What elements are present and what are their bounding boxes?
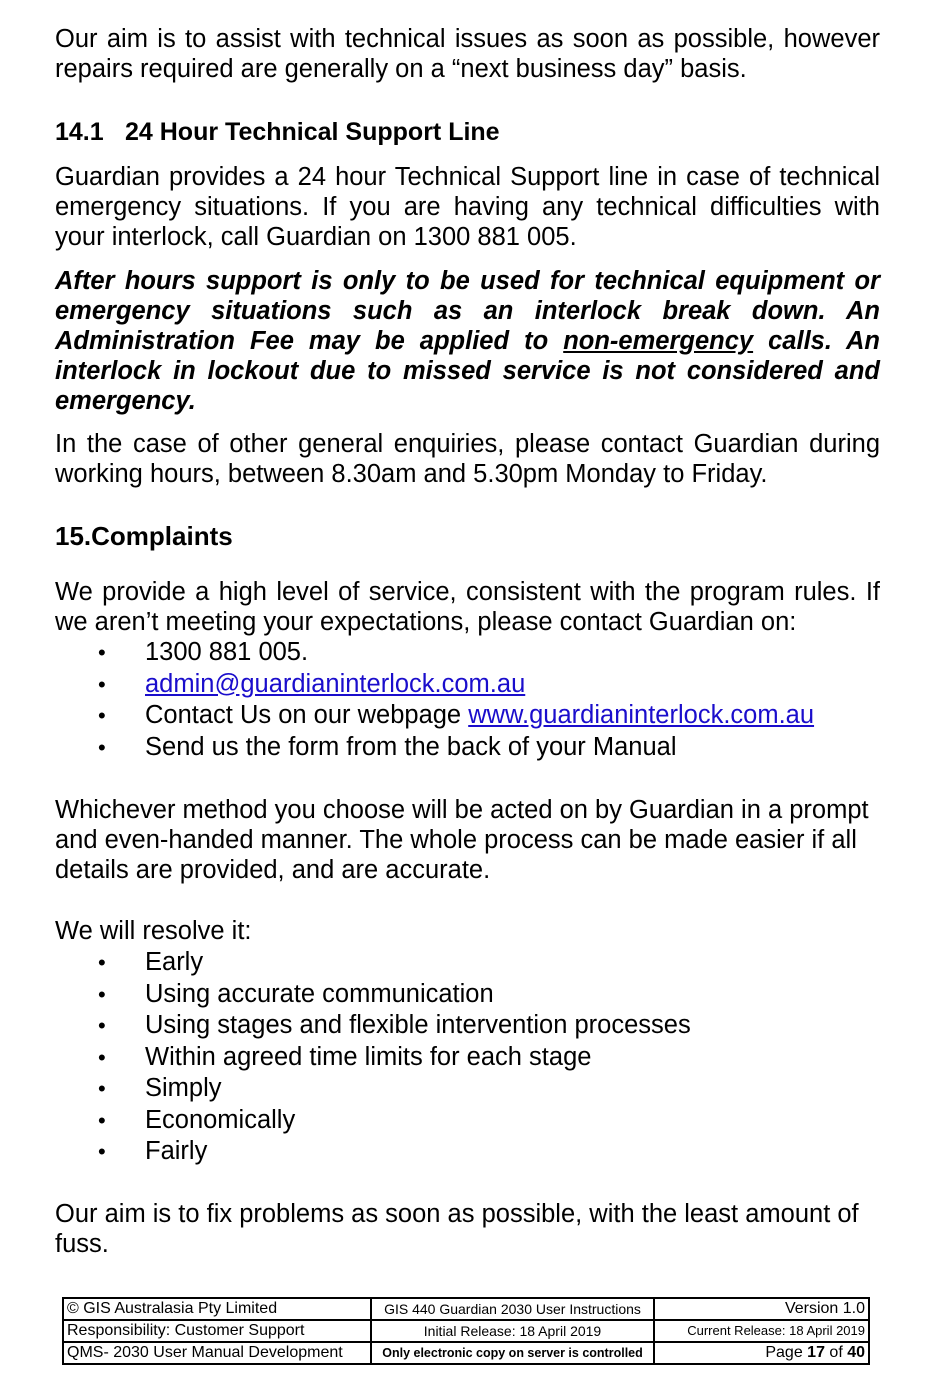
document-footer bbox=[62, 1297, 870, 1365]
list-item: • Using accurate communication bbox=[55, 979, 880, 1011]
complaints-heading: 15.Complaints bbox=[55, 521, 233, 551]
resolve-lead: We will resolve it: bbox=[55, 917, 252, 945]
footer-responsibility: Responsibility: Customer Support bbox=[63, 1320, 371, 1342]
list-item-webpage bbox=[55, 700, 880, 732]
section-title: 24 Hour Technical Support Line bbox=[125, 118, 500, 146]
section-14-1-heading bbox=[55, 117, 880, 147]
page-prefix: Page bbox=[765, 1344, 808, 1361]
method-paragraph: Whichever method you choose will be acted on by Guardian in a prompt and even-handed manner. The whole process can be made easier if all details are provided, and are accurate. bbox=[55, 796, 869, 884]
closing-paragraph: Our aim is to fix problems as soon as possible, with the least amount of fuss. bbox=[55, 1199, 859, 1258]
page-current: 17 bbox=[807, 1344, 825, 1361]
footer-doc-title: GIS 440 Guardian 2030 User Instructions bbox=[371, 1298, 654, 1320]
footer-version: Version 1.0 bbox=[654, 1298, 869, 1320]
list-item: • Fairly bbox=[55, 1136, 880, 1168]
list-item-email bbox=[55, 669, 880, 701]
after-hours-warning bbox=[55, 266, 880, 416]
footer-initial-release: Initial Release: 18 April 2019 bbox=[371, 1320, 654, 1342]
email-link[interactable]: admin@guardianinterlock.com.au bbox=[145, 669, 526, 698]
list-item: • Within agreed time limits for each stage bbox=[55, 1042, 880, 1074]
list-item-phone: • 1300 881 005. bbox=[55, 637, 880, 669]
enquiries-paragraph: In the case of other general enquiries, please contact Guardian during working hours, between 8.30am and 5.30pm Monday to Friday. bbox=[55, 430, 880, 488]
footer-current-release: Current Release: 18 April 2019 bbox=[654, 1320, 869, 1342]
list-item-form: • Send us the form from the back of your Manual bbox=[55, 732, 880, 764]
list-item: • Economically bbox=[55, 1105, 880, 1137]
warning-text-2: calls. An interlock in lockout due to missed service is not considered and emergency. bbox=[55, 327, 881, 415]
footer-page-number bbox=[654, 1342, 869, 1364]
section-number: 14.1 bbox=[55, 118, 104, 146]
footer-controlled-note: Only electronic copy on server is controlled bbox=[371, 1342, 654, 1364]
list-item: • Early bbox=[55, 947, 880, 979]
list-item: • Simply bbox=[55, 1073, 880, 1105]
website-link[interactable]: www.guardianinterlock.com.au bbox=[468, 701, 815, 729]
complaints-lead: We provide a high level of service, consistent with the program rules. If we aren’t meeting your expectations, please contact Guardian on: bbox=[55, 578, 880, 636]
list-item: • Using stages and flexible intervention processes bbox=[55, 1010, 880, 1042]
intro-paragraph: Our aim is to assist with technical issues as soon as possible, however repairs required are generally on a “next business day” basis. bbox=[55, 25, 880, 83]
support-line-paragraph: Guardian provides a 24 hour Technical Support line in case of technical emergency situations. If you are having any technical difficulties with your interlock, call Guardian on 1300 881 005. bbox=[55, 163, 880, 251]
document-page bbox=[55, 24, 880, 1259]
footer-copyright: © GIS Australasia Pty Limited bbox=[63, 1298, 371, 1320]
page-total: 40 bbox=[847, 1344, 865, 1361]
resolve-list bbox=[55, 947, 880, 1168]
contact-list bbox=[55, 637, 880, 763]
warning-text-1: After hours support is only to be used for technical equipment or emergency situations such as an interlock break down. An Administration Fee may be applied to bbox=[55, 267, 880, 355]
footer-qms: QMS- 2030 User Manual Development bbox=[63, 1342, 371, 1364]
webpage-prefix: Contact Us on our webpage bbox=[145, 701, 469, 729]
page-of: of bbox=[824, 1344, 848, 1361]
warning-underlined-text: non-emergency bbox=[563, 327, 754, 355]
